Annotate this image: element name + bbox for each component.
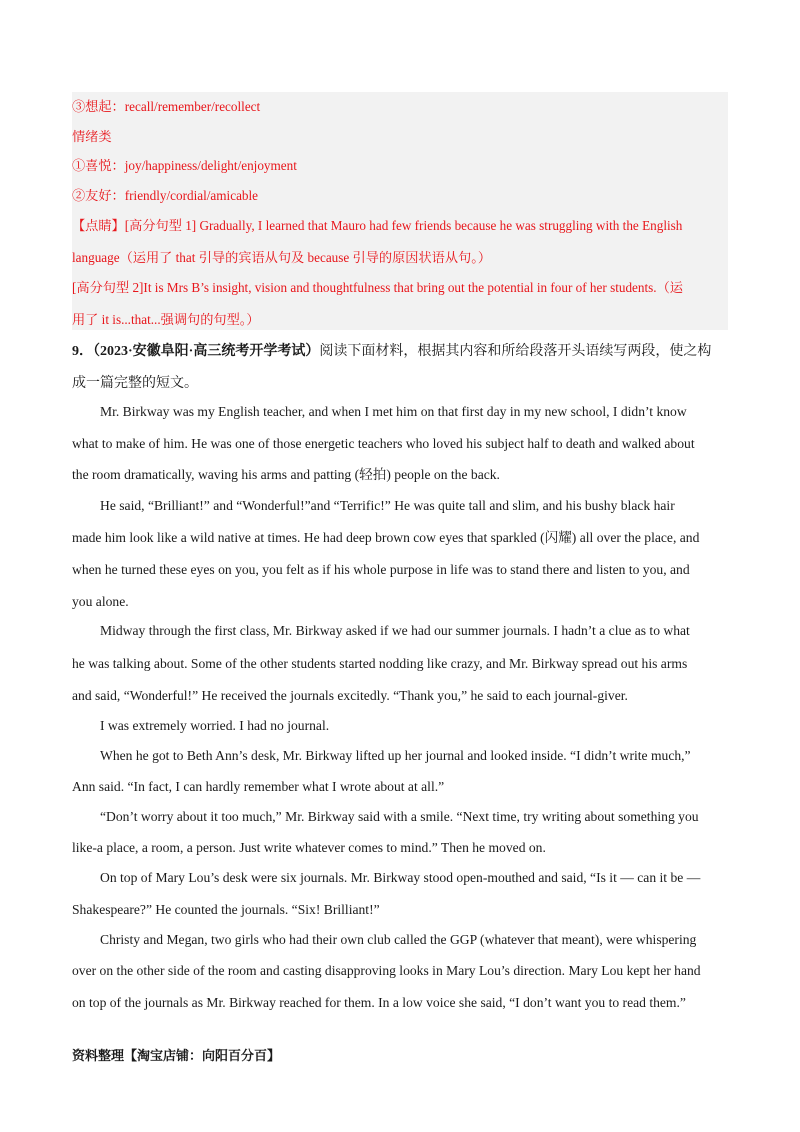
question-heading xyxy=(72,342,732,362)
passage-line: the room dramatically, waving his arms and patting (轻拍) people on the back. xyxy=(72,467,500,482)
question-instruction-cont: 成一篇完整的短文。 xyxy=(72,376,198,391)
passage-line: what to make of him. He was one of those energetic teachers who loved his subject half to death and walked about xyxy=(72,436,695,451)
passage-line: and said, “Wonderful!” He received the journals excitedly. “Thank you,” he said to each journal-giver. xyxy=(72,688,628,703)
question-source: （2023·安徽阜阳·高三统考开学考试） xyxy=(93,344,320,359)
passage-line: I was extremely worried. I had no journal. xyxy=(100,718,330,733)
passage-line: over on the other side of the room and casting disapproving looks in Mary Lou’s direction. Mary Lou kept her hand xyxy=(72,963,701,978)
passage-line: on top of the journals as Mr. Birkway reached for them. In a low voice she said, “I don’t want you to read them.” xyxy=(72,995,686,1010)
passage-line: made him look like a wild native at times. He had deep brown cow eyes that sparkled (闪耀) all over the place, and xyxy=(72,530,700,545)
passage-line: when he turned these eyes on you, you felt as if his whole purpose in life was to stand there and listen to you, and xyxy=(72,562,690,577)
note-line: 情绪类 xyxy=(72,129,112,144)
question-number: 9． xyxy=(72,344,93,359)
passage-line: On top of Mary Lou’s desk were six journals. Mr. Birkway stood open-mouthed and said, “Is it — can it be — xyxy=(100,870,701,885)
note-line: [高分句型 2]It is Mrs B’s insight, vision and thoughtfulness that bring out the potential in four of her students.（运 xyxy=(72,280,683,295)
passage-line: he was talking about. Some of the other students started nodding like crazy, and Mr. Birkway spread out his arms xyxy=(72,656,688,671)
note-line: language（运用了 that 引导的宾语从句及 because 引导的原因状语从句。） xyxy=(72,250,492,265)
note-line: ②友好：friendly/cordial/amicable xyxy=(72,188,259,203)
note-line: 【点睛】[高分句型 1] Gradually, I learned that Mauro had few friends because he was struggling with the English xyxy=(72,218,683,233)
passage-line: “Don’t worry about it too much,” Mr. Birkway said with a smile. “Next time, try writing about something you xyxy=(100,809,699,824)
passage-line: When he got to Beth Ann’s desk, Mr. Birkway lifted up her journal and looked inside. “I didn’t write much,” xyxy=(100,748,691,763)
passage-line: He said, “Brilliant!” and “Wonderful!”and “Terrific!” He was quite tall and slim, and his bushy black hair xyxy=(100,498,675,513)
footer-credit: 资料整理【淘宝店铺：向阳百分百】 xyxy=(72,1048,281,1063)
passage-line: Midway through the first class, Mr. Birkway asked if we had our summer journals. I hadn’t a clue as to what xyxy=(100,623,690,638)
passage-line: like-a place, a room, a person. Just write whatever comes to mind.” Then he moved on. xyxy=(72,840,546,855)
passage-line: Christy and Megan, two girls who had their own club called the GGP (whatever that meant), were whispering xyxy=(100,932,697,947)
note-line: ①喜悦：joy/happiness/delight/enjoyment xyxy=(72,158,297,173)
passage-line: Shakespeare?” He counted the journals. “Six! Brilliant!” xyxy=(72,902,380,917)
passage-line: Ann said. “In fact, I can hardly remember what I wrote about at all.” xyxy=(72,779,445,794)
question-instruction: 阅读下面材料，根据其内容和所给段落开头语续写两段，使之构 xyxy=(319,344,712,359)
note-line: ③想起：recall/remember/recollect xyxy=(72,99,261,114)
passage-line: you alone. xyxy=(72,594,129,609)
note-line: 用了 it is...that...强调句的句型。） xyxy=(72,312,260,327)
passage-line: Mr. Birkway was my English teacher, and when I met him on that first day in my new school, I didn’t know xyxy=(100,404,687,419)
